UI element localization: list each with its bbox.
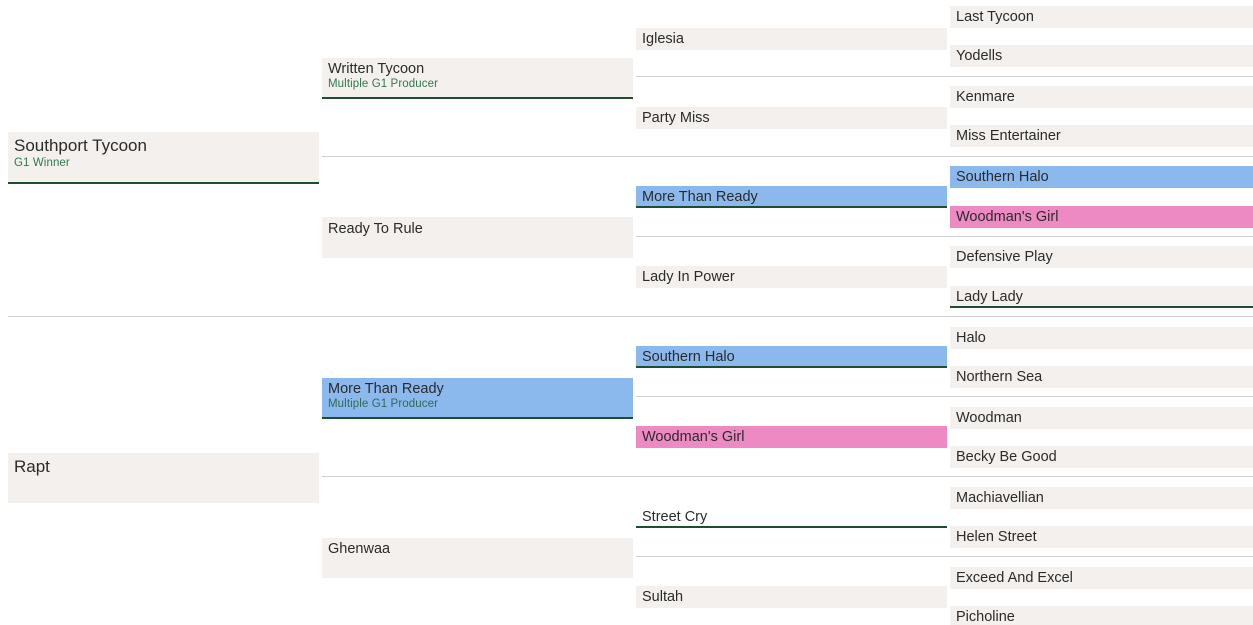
separator [322,476,1253,477]
horse-ready-to-rule[interactable] [322,217,633,258]
horse-northern-sea[interactable] [950,366,1253,388]
horse-written-tycoon[interactable] [322,58,633,99]
horse-name: Northern Sea [956,369,1043,385]
separator [636,236,1253,237]
horse-southport-tycoon[interactable] [8,132,319,184]
horse-name: More Than Ready [642,189,758,205]
horse-name: Sultah [642,589,684,605]
horse-southern-halo[interactable] [636,346,947,368]
horse-rapt[interactable] [8,453,319,503]
horse-name: Kenmare [956,89,1015,105]
separator [322,156,1253,157]
separator [636,556,1253,557]
horse-note: Multiple G1 Producer [328,78,439,90]
horse-sultah[interactable] [636,586,947,608]
horse-party-miss[interactable] [636,107,947,129]
horse-name: Last Tycoon [956,9,1034,25]
horse-lady-in-power[interactable] [636,266,947,288]
horse-name: Southport Tycoon [14,136,147,155]
horse-name: Ready To Rule [328,221,423,237]
horse-name: Exceed And Excel [956,570,1073,586]
horse-name: Written Tycoon [328,61,425,77]
horse-name: Picholine [956,609,1015,625]
horse-iglesia[interactable] [636,28,947,50]
horse-kenmare[interactable] [950,86,1253,108]
separator [636,396,1253,397]
horse-becky-be-good[interactable] [950,446,1253,468]
horse-name: Woodman [956,410,1022,426]
horse-name: Defensive Play [956,249,1053,265]
horse-picholine[interactable] [950,606,1253,625]
horse-miss-entertainer[interactable] [950,125,1253,147]
horse-name: More Than Ready [328,381,444,397]
horse-name: Ghenwaa [328,541,391,557]
horse-name: Woodman's Girl [642,429,745,445]
horse-name: Machiavellian [956,490,1044,506]
horse-defensive-play[interactable] [950,246,1253,268]
separator [636,76,1253,77]
horse-halo[interactable] [950,327,1253,349]
horse-woodmans-girl[interactable] [950,206,1253,228]
horse-more-than-ready[interactable] [322,378,633,419]
horse-more-than-ready[interactable] [636,186,947,208]
horse-note: Multiple G1 Producer [328,398,439,410]
horse-name: Party Miss [642,110,710,126]
horse-street-cry[interactable] [636,506,947,528]
horse-last-tycoon[interactable] [950,6,1253,28]
horse-name: Southern Halo [956,169,1049,185]
horse-exceed-and-excel[interactable] [950,567,1253,589]
horse-name: Southern Halo [642,349,735,365]
horse-name: Helen Street [956,529,1037,545]
horse-name: Yodells [956,48,1003,64]
horse-name: Lady Lady [956,289,1023,305]
horse-lady-lady[interactable] [950,286,1253,308]
horse-yodells[interactable] [950,45,1253,67]
horse-name: Iglesia [642,31,684,47]
horse-name: Woodman's Girl [956,209,1059,225]
separator [8,316,1253,317]
horse-name: Miss Entertainer [956,128,1061,144]
horse-name: Halo [956,330,986,346]
horse-name: Rapt [14,457,50,476]
horse-ghenwaa[interactable] [322,538,633,578]
horse-woodmans-girl[interactable] [636,426,947,448]
horse-name: Lady In Power [642,269,735,285]
horse-woodman[interactable] [950,407,1253,429]
horse-name: Becky Be Good [956,449,1057,465]
horse-southern-halo[interactable] [950,166,1253,188]
horse-note: G1 Winner [14,157,70,169]
horse-helen-street[interactable] [950,526,1253,548]
horse-name: Street Cry [642,509,708,525]
horse-machiavellian[interactable] [950,487,1253,509]
